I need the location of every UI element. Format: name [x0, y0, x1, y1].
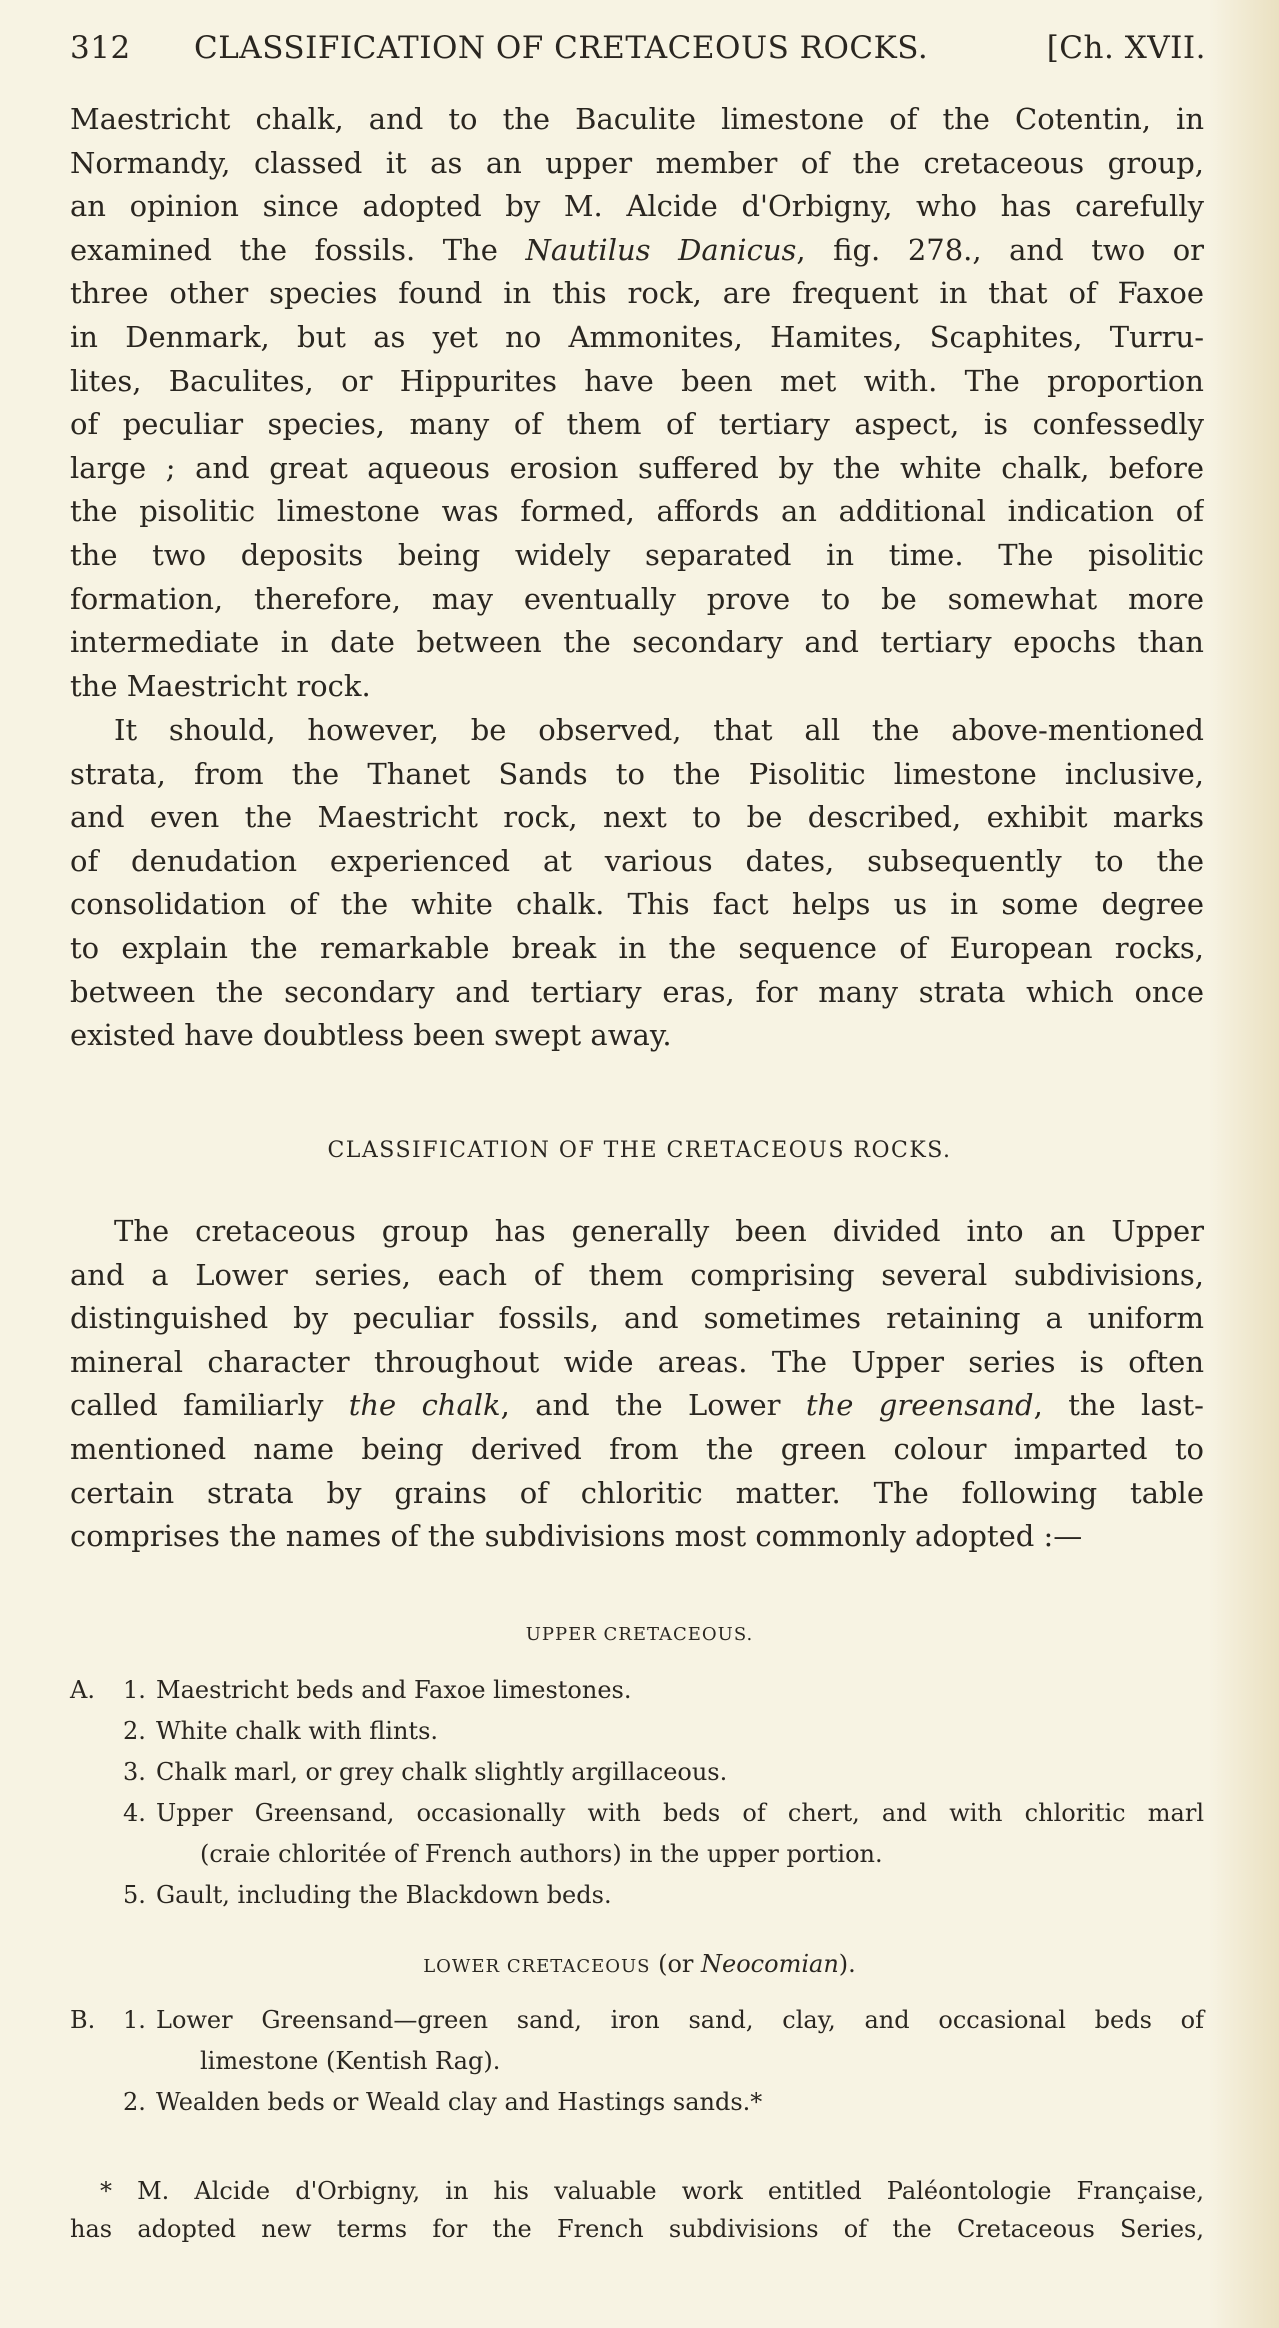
- text-line: and even the Maestricht rock, next to be described, exhibit marks: [70, 800, 1204, 835]
- list-item: [70, 1711, 1204, 1751]
- text-line: the Maestricht rock.: [70, 668, 371, 703]
- page-edge-shadow: [1209, 0, 1279, 2328]
- text-line: examined the fossils. The Nautilus Danicus, fig. 278., and two or: [70, 232, 1204, 267]
- footnote-line: * M. Alcide d'Orbigny, in his valuable work entitled Paléontologie Française,: [100, 2177, 1204, 2205]
- list-item: [70, 1875, 1204, 1915]
- item-text: Lower Greensand—green sand, iron sand, clay, and occasional beds of: [156, 2006, 1204, 2034]
- text-line: between the secondary and tertiary eras, for many strata which once: [70, 974, 1204, 1009]
- paragraph-2: [70, 709, 1204, 1058]
- lower-heading-paren: (or: [650, 1950, 702, 1978]
- text-line: three other species found in this rock, are frequent in that of Faxoe: [70, 276, 1204, 311]
- text-line: the two deposits being widely separated in time. The pisolitic: [70, 537, 1204, 572]
- list-item: [70, 1670, 1204, 1710]
- list-item: [70, 2082, 1204, 2122]
- item-number: 2.: [123, 1717, 146, 1745]
- paragraph-3: [70, 1210, 1204, 1559]
- text-line: It should, however, be observed, that all the above-mentioned: [114, 713, 1204, 747]
- text-line: formation, therefore, may eventually prove to be somewhat more: [70, 581, 1204, 616]
- text-line: called familiarly the chalk, and the Lower the greensand, the last-: [70, 1388, 1204, 1423]
- list-item: [70, 1752, 1204, 1792]
- item-text: (craie chloritée of French authors) in the upper portion.: [200, 1840, 883, 1868]
- text-line: and a Lower series, each of them comprising several subdivisions,: [70, 1257, 1204, 1292]
- text-line: intermediate in date between the secondary and tertiary epochs than: [70, 625, 1204, 660]
- text-line: existed have doubtless been swept away.: [70, 1018, 672, 1053]
- lower-heading-text: LOWER CRETACEOUS: [423, 1956, 651, 1977]
- item-text: Upper Greensand, occasionally with beds of chert, and with chloritic marl: [156, 1799, 1204, 1827]
- text-line: of denudation experienced at various dates, subsequently to the: [70, 843, 1204, 878]
- series-letter: B.: [70, 2006, 96, 2034]
- text-line: Maestricht chalk, and to the Baculite limestone of the Cotentin, in: [70, 102, 1204, 136]
- item-number: 2.: [123, 2088, 146, 2116]
- running-title: CLASSIFICATION OF CRETACEOUS ROCKS.: [194, 30, 929, 66]
- text-line: large ; and great aqueous erosion suffered by the white chalk, before: [70, 450, 1204, 485]
- list-item: [70, 1834, 1204, 1874]
- text-line: mentioned name being derived from the green colour imparted to: [70, 1431, 1204, 1466]
- text-line: comprises the names of the subdivisions most commonly adopted :—: [70, 1519, 1083, 1554]
- lower-cretaceous-heading: [0, 1950, 1279, 1978]
- item-number: 1.: [123, 2006, 146, 2034]
- item-number: 3.: [123, 1758, 146, 1786]
- list-item: [70, 2000, 1204, 2040]
- text-line: distinguished by peculiar fossils, and sometimes retaining a uniform: [70, 1301, 1204, 1336]
- list-item: [70, 2041, 1204, 2081]
- item-number: 1.: [123, 1676, 146, 1704]
- item-text: Wealden beds or Weald clay and Hastings sands.*: [156, 2088, 763, 2116]
- text-line: strata, from the Thanet Sands to the Pisolitic limestone inclusive,: [70, 756, 1204, 791]
- item-text: Gault, including the Blackdown beds.: [156, 1881, 612, 1909]
- text-line: lites, Baculites, or Hippurites have been met with. The proportion: [70, 363, 1204, 398]
- text-line: of peculiar species, many of them of tertiary aspect, is confessedly: [70, 407, 1204, 442]
- lower-heading-paren-close: ).: [838, 1950, 856, 1978]
- text-line: an opinion since adopted by M. Alcide d'Orbigny, who has carefully: [70, 189, 1204, 224]
- text-line: the pisolitic limestone was formed, affords an additional indication of: [70, 494, 1204, 529]
- item-text: White chalk with flints.: [156, 1717, 439, 1745]
- item-number: 4.: [123, 1799, 146, 1827]
- upper-cretaceous-heading: UPPER CRETACEOUS.: [525, 1624, 754, 1645]
- text-line: in Denmark, but as yet no Ammonites, Hamites, Scaphites, Turru-: [70, 319, 1204, 354]
- text-line: The cretaceous group has generally been divided into an Upper: [114, 1214, 1204, 1248]
- lower-heading-italic: Neocomian: [701, 1950, 839, 1978]
- text-line: to explain the remarkable break in the sequence of European rocks,: [70, 930, 1204, 965]
- footnote-line: has adopted new terms for the French subdivisions of the Cretaceous Series,: [70, 2215, 1204, 2243]
- series-letter: A.: [70, 1676, 95, 1704]
- page-number: 312: [70, 30, 131, 66]
- item-text: Maestricht beds and Faxoe limestones.: [156, 1676, 632, 1704]
- paragraph-1: [70, 98, 1204, 708]
- running-header: [70, 30, 1206, 74]
- list-item: [70, 1793, 1204, 1833]
- section-heading: CLASSIFICATION OF THE CRETACEOUS ROCKS.: [327, 1138, 952, 1163]
- text-line: Normandy, classed it as an upper member of the cretaceous group,: [70, 145, 1204, 180]
- chapter-label: [Ch. XVII.: [1046, 30, 1206, 66]
- text-line: certain strata by grains of chloritic matter. The following table: [70, 1475, 1204, 1510]
- item-text: Chalk marl, or grey chalk slightly argillaceous.: [156, 1758, 728, 1786]
- text-line: mineral character throughout wide areas. The Upper series is often: [70, 1344, 1204, 1379]
- item-text: limestone (Kentish Rag).: [200, 2047, 501, 2075]
- text-line: consolidation of the white chalk. This fact helps us in some degree: [70, 887, 1204, 922]
- item-number: 5.: [123, 1881, 146, 1909]
- footnote: [70, 2172, 1204, 2248]
